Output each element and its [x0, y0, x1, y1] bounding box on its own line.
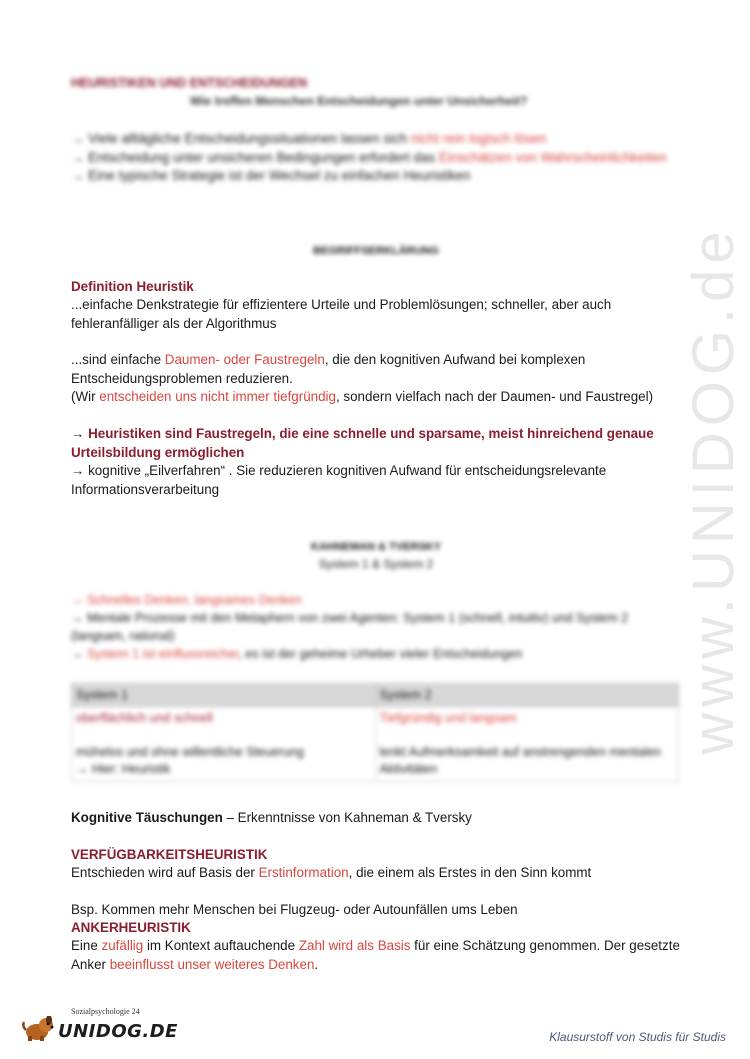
- unidog-logo[interactable]: [22, 1016, 178, 1047]
- anker-heading: ANKERHEURISTIK: [71, 920, 191, 935]
- intro-line-1: → Viele alltägliche Entscheidungssituationen lassen sich nicht rein logisch lösen: [71, 131, 547, 146]
- kahneman-line-2: → Mentale Prozesse mit den Metaphern von zwei Agenten: System 1 (schnell, intuitiv) und System 2 (langsam, rational): [71, 611, 629, 643]
- table-row: [72, 707, 679, 782]
- page-footer-label: Sozialpsychologie 24: [71, 1007, 140, 1016]
- table-cell-system-1: oberflächlich und schnell mühelos und ohne willentliche Steuerung → Hier: Heuristik: [72, 707, 376, 782]
- kahneman-line-3: → System 1 ist einflussreicher, es ist der geheime Urheber vieler Entscheidungen: [71, 647, 523, 661]
- verfuegbarkeit-example: Bsp. Kommen mehr Menschen bei Flugzeug- oder Autounfällen ums Leben: [71, 902, 518, 917]
- intro-line-2: → Entscheidung unter unsicheren Bedingungen erfordert das Einschätzen von Wahrscheinlichkeiten: [71, 149, 667, 165]
- watermark: www.UNIDOG.de: [680, 225, 746, 755]
- section-subheading-systems: System 1 & System 2: [318, 557, 434, 571]
- definition-heading: Definition Heuristik: [71, 279, 194, 294]
- footer-tagline: Klausurstoff von Studis für Studis: [549, 1030, 726, 1044]
- anker-text: Eine zufällig im Kontext auftauchende Zahl wird als Basis für eine Schätzung genommen. Der gesetzte Anker beeinflusst unser weiteres Denken.: [71, 938, 680, 972]
- definition-bold-summary: → Heuristiken sind Faustregeln, die eine schnelle und sparsame, meist hinreichend genaue Urteilsbildung ermöglichen: [71, 426, 654, 460]
- dog-icon: [22, 1016, 56, 1047]
- intro-line-3: → Eine typische Strategie ist der Wechsel zu einfachen Heuristiken: [71, 168, 471, 183]
- table-header-system-2: System 2: [375, 684, 679, 707]
- definition-text-2: ...sind einfache Daumen- oder Faustregeln, die den kognitiven Aufwand bei komplexen Entscheidungsproblemen reduzieren.: [71, 352, 586, 386]
- systems-table: [71, 683, 679, 782]
- kahneman-block: [71, 591, 681, 663]
- definition-text-3: (Wir entscheiden uns nicht immer tiefgründig, sondern vielfach nach der Daumen- und Faustregel): [71, 389, 654, 404]
- logo-text: UNIDOG.DE: [58, 1021, 178, 1042]
- document-title: HEURISTIKEN UND ENTSCHEIDUNGEN: [71, 76, 308, 90]
- table-header-system-1: System 1: [72, 684, 376, 707]
- section-heading-begriff: BEGRIFFSERKLÄRUNG: [313, 245, 439, 257]
- document-subtitle: Wie treffen Menschen Entscheidungen unter Unsicherheit?: [190, 94, 528, 108]
- table-cell-system-2: Tiefgründig und langsam lenkt Aufmerksamkeit auf anstrengenden mentalen Aktivitäten: [375, 707, 679, 782]
- intro-block: [71, 130, 681, 186]
- verfuegbarkeit-heading: VERFÜGBARKEITSHEURISTIK: [71, 847, 268, 862]
- definition-text-5: → kognitive „Eilverfahren“ . Sie reduzieren kognitiven Aufwand für entscheidungsrelevante Informationsverarbeitung: [71, 463, 607, 497]
- verfuegbarkeit-text: Entschieden wird auf Basis der Erstinformation, die einem als Erstes in den Sinn kommt: [71, 865, 592, 880]
- section-heading-kahneman: KAHNEMAN & TVERSKY: [310, 541, 442, 553]
- kognitive-line: Kognitive Täuschungen – Erkenntnisse von Kahneman & Tversky: [71, 810, 472, 825]
- kahneman-line-1: → Schnelles Denken, langsames Denken: [71, 593, 302, 607]
- definition-text-1: ...einfache Denkstrategie für effizientere Urteile und Problemlösungen; schneller, aber auch fehleranfälliger als der Algorithmus: [71, 297, 612, 331]
- table-header-row: [72, 684, 679, 707]
